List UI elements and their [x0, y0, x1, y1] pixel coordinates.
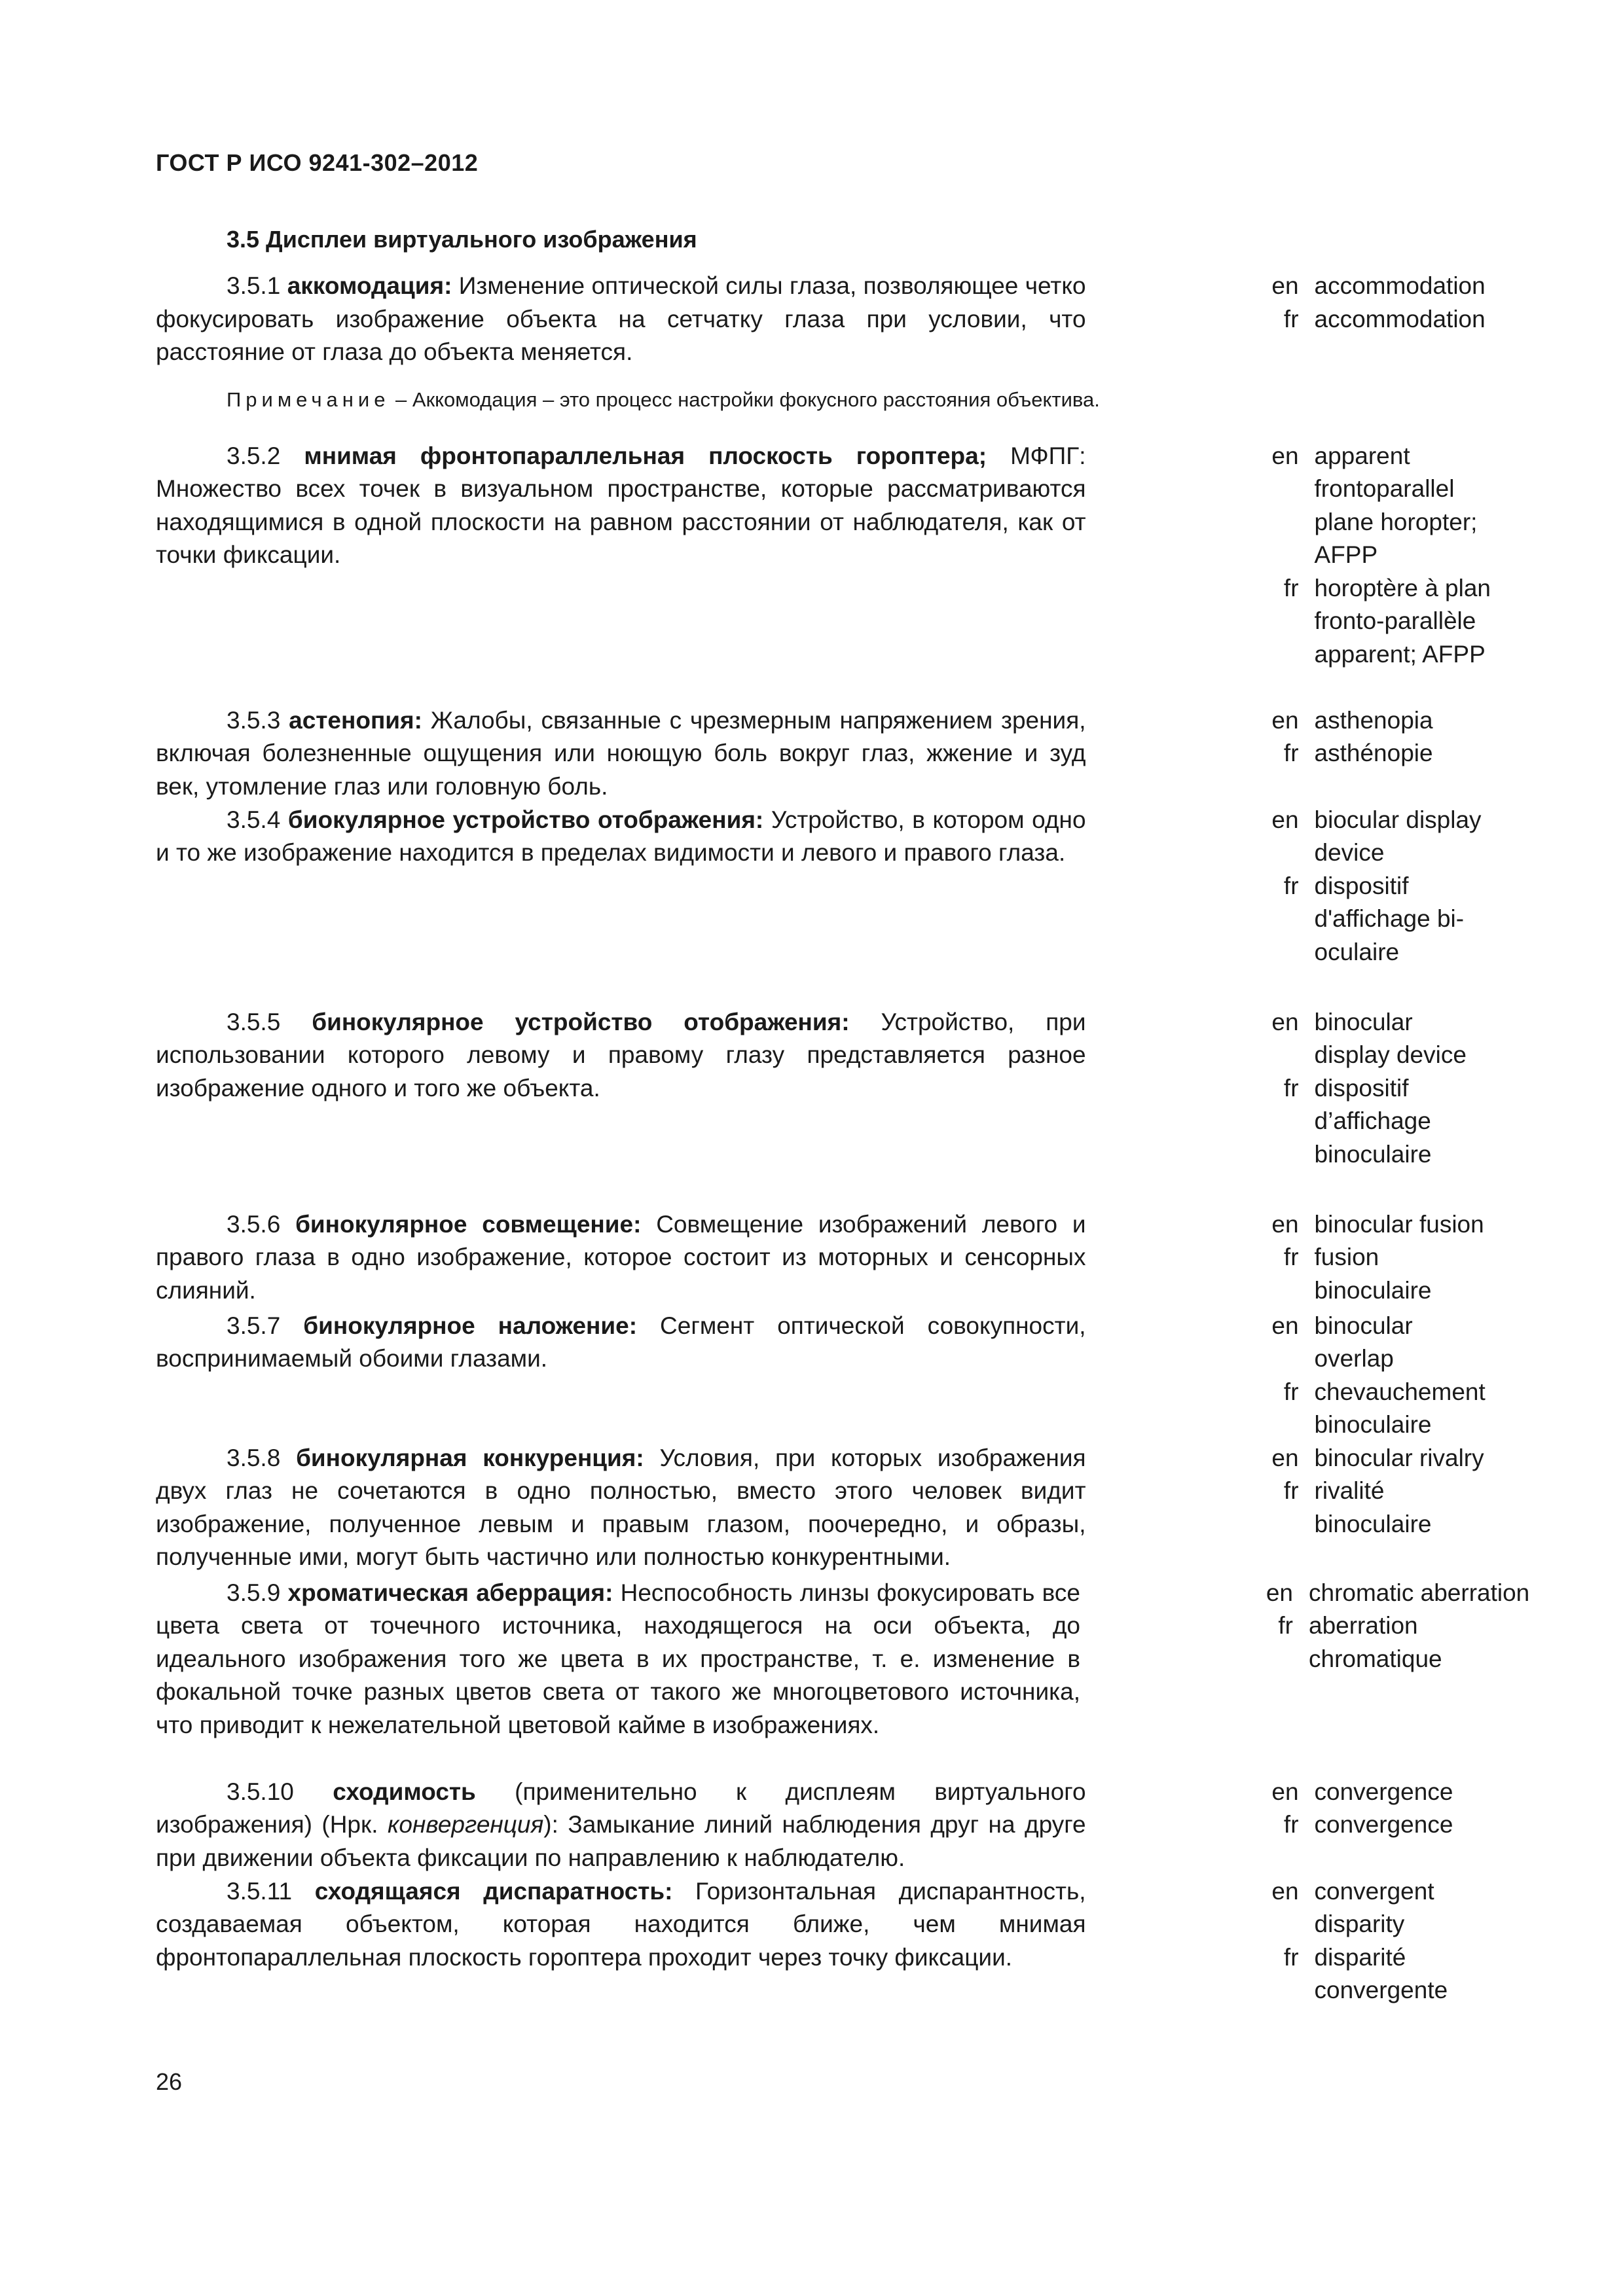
- page-number: 26: [156, 2068, 183, 2095]
- term-name: бинокулярное наложение:: [303, 1312, 638, 1339]
- term-en: binocular overlap: [1314, 1312, 1413, 1372]
- term-en: convergence: [1314, 1778, 1453, 1805]
- lang-en: en: [1271, 1210, 1299, 1238]
- term-fr: aberration chromatique: [1309, 1612, 1442, 1672]
- lang-fr: fr: [1283, 872, 1299, 899]
- lang-fr: fr: [1283, 574, 1299, 601]
- term-fr: horoptère à plan fronto-parallèle apparent; AFPP: [1314, 574, 1491, 668]
- term-fr: dispositif d'affichage bi-oculaire: [1314, 872, 1465, 965]
- term-number: 3.5.1: [227, 272, 281, 299]
- term-entry-3-5-8: [156, 1442, 1491, 1577]
- definition-text: Устройство, при использовании которого левому и правому глазу представляется разное изображение одного и того же объекта.: [156, 1008, 1086, 1102]
- lang-en: en: [1271, 1444, 1299, 1471]
- term-entry-3-5-2: [156, 440, 1491, 704]
- term-definition: [156, 270, 1086, 369]
- term-fr: convergence: [1314, 1811, 1453, 1838]
- term-entry-3-5-4: [156, 804, 1491, 1006]
- lang-en: en: [1271, 706, 1299, 734]
- term-en: convergent disparity: [1314, 1877, 1434, 1937]
- lang-en: en: [1271, 1312, 1299, 1339]
- term-definition: [156, 1875, 1086, 1975]
- term-definition: [156, 1208, 1086, 1308]
- term-fr: fusion binoculaire: [1314, 1244, 1432, 1304]
- term-definition: [156, 1776, 1086, 1875]
- lang-fr: fr: [1283, 1943, 1299, 1971]
- lang-en: en: [1271, 442, 1299, 469]
- definition-text: Устройство, в котором одно и то же изображение находится в пределах видимости и левого и правого глаза.: [156, 806, 1086, 866]
- note-text: – Аккомодация – это процесс настройки фокусного расстояния объектива.: [390, 387, 1100, 411]
- term-entry-3-5-11: [156, 1875, 1491, 2007]
- term-name: сходимость: [333, 1778, 476, 1805]
- term-entry-3-5-3: [156, 704, 1491, 804]
- lang-fr: fr: [1283, 740, 1299, 766]
- term-equivalents: [1262, 1310, 1491, 1442]
- definition-text: Неспособность линзы фокусировать все цвета света от точечного источника, находящегося на оси объекта, до идеального изображения того же цвета в их пространстве, т. е. изменение в фокальной точке разных цветов света от такого же многоцветового источника, что приводит к нежелательной цветовой кайме в изображениях.: [156, 1579, 1080, 1738]
- definition-text: Изменение оптической силы глаза, позволяющее четко фокусировать изображение объекта на сетчатку глаза при условии, что расстояние от глаза до объекта меняется.: [156, 272, 1086, 365]
- definition-text: Сегмент оптической совокупности, воспринимаемый обоими глазами.: [156, 1312, 1086, 1372]
- term-fr: chevauchement binoculaire: [1314, 1378, 1486, 1438]
- lang-en: en: [1271, 1008, 1299, 1035]
- term-entry-3-5-9: [156, 1577, 1530, 1776]
- definition-text: МФПГ: Множество всех точек в визуальном пространстве, которые рассматриваются находящимися в одной плоскости на равном расстоянии от наблюдателя, как от точки фиксации.: [156, 442, 1086, 568]
- term-definition: [156, 704, 1086, 804]
- term-number: 3.5.6: [227, 1210, 281, 1238]
- term-definition: [156, 440, 1086, 572]
- lang-fr: fr: [1283, 1811, 1299, 1838]
- term-number: 3.5.10: [227, 1778, 294, 1805]
- term-entry-3-5-6: [156, 1208, 1491, 1310]
- lang-en: en: [1271, 806, 1299, 833]
- term-name: мнимая фронтопараллельная плоскость гороптера;: [304, 442, 987, 469]
- term-fr: rivalité binoculaire: [1314, 1477, 1432, 1537]
- lang-en: en: [1266, 1579, 1293, 1606]
- term-entry-3-5-7: [156, 1310, 1491, 1442]
- term-equivalents: [1262, 704, 1491, 770]
- lang-fr: fr: [1283, 1477, 1299, 1504]
- definition-text: Горизонтальная диспарантность, создаваемая объектом, которая находится ближе, чем мнимая фронтопараллельная плоскость гороптера проходит через точку фиксации.: [156, 1877, 1086, 1971]
- term-entry-3-5-1: [156, 270, 1491, 414]
- term-name: биокулярное устройство отображения:: [287, 806, 764, 833]
- term-equivalents: [1256, 1577, 1530, 1676]
- term-number: 3.5.4: [227, 806, 281, 833]
- term-fr: accommodation: [1314, 305, 1486, 332]
- term-en: chromatic aberration: [1309, 1579, 1530, 1606]
- term-equivalents: [1262, 1442, 1491, 1541]
- term-equivalents: [1262, 1875, 1491, 2007]
- definition-text: Жалобы, связанные с чрезмерным напряжением зрения, включая болезненные ощущения или ноющую боль вокруг глаз, жжение и зуд век, утомление глаз или головную боль.: [156, 706, 1086, 800]
- definition-italic: конвергенция: [387, 1811, 544, 1838]
- document-header: ГОСТ Р ИСО 9241-302–2012: [156, 149, 479, 176]
- term-equivalents: [1262, 804, 1491, 969]
- term-number: 3.5.7: [227, 1312, 281, 1339]
- term-number: 3.5.11: [227, 1877, 293, 1905]
- section-title: 3.5 Дисплеи виртуального изображения: [227, 226, 697, 253]
- term-en: binocular fusion: [1314, 1210, 1484, 1238]
- terms-list: [156, 270, 1530, 2007]
- term-number: 3.5.2: [227, 442, 281, 469]
- term-name: бинокулярная конкуренция:: [296, 1444, 644, 1471]
- lang-fr: fr: [1283, 1378, 1299, 1405]
- definition-text: Совмещение изображений левого и правого глаза в одно изображение, которое состоит из моторных и сенсорных слияний.: [156, 1210, 1086, 1304]
- term-note: [156, 386, 1108, 414]
- term-number: 3.5.9: [227, 1579, 281, 1606]
- term-equivalents: [1262, 1006, 1491, 1172]
- term-name: хроматическая аберрация:: [287, 1579, 613, 1606]
- term-name: бинокулярное устройство отображения:: [312, 1008, 850, 1035]
- term-fr: asthénopie: [1314, 740, 1433, 766]
- term-en: apparent frontoparallel plane horopter; AFPP: [1314, 442, 1478, 568]
- term-number: 3.5.8: [227, 1444, 281, 1471]
- lang-en: en: [1271, 1877, 1299, 1905]
- term-equivalents: [1262, 440, 1491, 672]
- term-definition: [156, 1006, 1086, 1105]
- note-label: Примечание: [227, 387, 390, 411]
- term-definition: [156, 1310, 1086, 1376]
- term-en: accommodation: [1314, 272, 1486, 299]
- definition-text: Условия, при которых изображения двух глаз не сочетаются в одно полностью, вместо этого человек видит изображение, полученное левым и правым глазом, поочередно, и образы, полученные ими, могут быть частично или полностью конкурентными.: [156, 1444, 1086, 1570]
- lang-fr: fr: [1278, 1612, 1293, 1639]
- term-definition: [156, 1442, 1086, 1574]
- term-entry-3-5-5: [156, 1006, 1491, 1208]
- term-en: binocular display device: [1314, 1008, 1467, 1068]
- term-name: аккомодация:: [287, 272, 452, 299]
- term-number: 3.5.3: [227, 706, 281, 734]
- term-en: binocular rivalry: [1314, 1444, 1484, 1471]
- term-fr: dispositif d’affichage binoculaire: [1314, 1074, 1432, 1168]
- lang-fr: fr: [1283, 1244, 1299, 1270]
- definition-text-pre: (применительно к дисплеям виртуального изображения) (Нрк.: [156, 1778, 1086, 1838]
- term-equivalents: [1262, 270, 1491, 336]
- lang-en: en: [1271, 1778, 1299, 1805]
- term-definition: [156, 1577, 1080, 1742]
- lang-fr: fr: [1283, 305, 1299, 332]
- lang-en: en: [1271, 272, 1299, 299]
- definition-text: ): Замыкание линий наблюдения друг на друге при движении объекта фиксации по направлению к наблюдателю.: [156, 1811, 1086, 1871]
- term-name: астенопия:: [289, 706, 422, 734]
- term-fr: disparité convergente: [1314, 1943, 1448, 2003]
- term-definition: [156, 804, 1086, 870]
- term-number: 3.5.5: [227, 1008, 281, 1035]
- term-name: сходящаяся диспаратность:: [314, 1877, 673, 1905]
- lang-fr: fr: [1283, 1074, 1299, 1102]
- term-en: biocular display device: [1314, 806, 1482, 866]
- term-en: asthenopia: [1314, 706, 1433, 734]
- term-entry-3-5-10: [156, 1776, 1491, 1875]
- term-name: бинокулярное совмещение:: [295, 1210, 642, 1238]
- term-equivalents: [1262, 1208, 1491, 1308]
- term-equivalents: [1262, 1776, 1491, 1842]
